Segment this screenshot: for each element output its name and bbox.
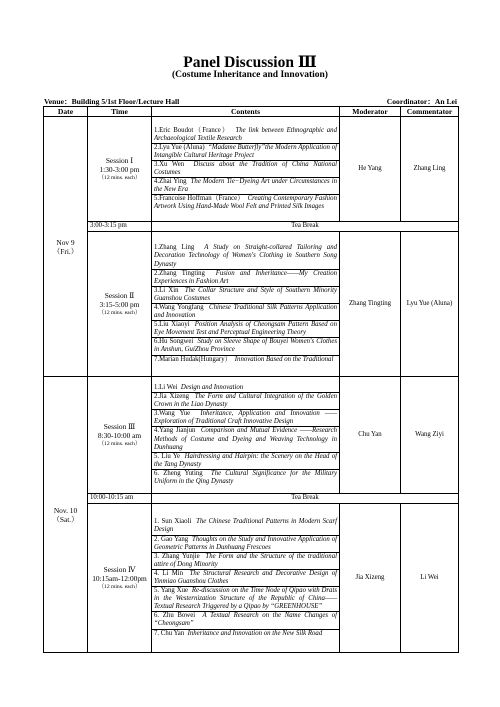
- presenter-name: 4.Zhai Ying: [154, 178, 187, 186]
- talk-title: The link between Ethnographic and Archaeological Textile Research: [154, 126, 337, 142]
- commentator-cell: Zhang Ling: [401, 117, 459, 222]
- list-item: [152, 452, 339, 469]
- column-header-moderator: Moderator: [340, 107, 401, 117]
- session-time: 8:30-10:00 am: [97, 431, 142, 440]
- presenter-name: 6. Zheng Yuting: [154, 469, 203, 477]
- session-contents: [152, 377, 340, 494]
- presenter-name: 7. Chu Yan: [154, 629, 185, 637]
- talk-title: Position Analysis of Cheongsam Pattern Based on Eye Movement Test and Perceptual Engineering Theory: [154, 321, 337, 337]
- presenter-name: 1.Li Wei: [154, 383, 178, 391]
- list-item: [152, 244, 339, 268]
- column-header-contents: Contents: [152, 107, 340, 117]
- presenter-name: 5. Liu Ye: [154, 452, 181, 460]
- break-time: 10:00-10:15 am: [88, 494, 152, 504]
- session-time: 3:15-5:00 pm: [99, 300, 140, 309]
- talk-title: The Cultural Significance for the Military Uniform in the Qing Dynasty: [154, 469, 337, 485]
- presenter-name: 2. Gao Yang: [154, 535, 189, 543]
- list-item: [152, 143, 339, 160]
- presenter-name: 3.Xu Wen: [154, 160, 185, 168]
- list-item: [152, 469, 339, 486]
- list-item: [152, 160, 339, 177]
- presenter-name: 4.Yang Jianjun: [154, 427, 196, 435]
- talk-title: Design and Innovation: [180, 383, 244, 391]
- list-item: [152, 320, 339, 337]
- talk-title: The Modern Tie−Dyeing Art under Circumstances in the New Era: [154, 178, 337, 194]
- list-item: [152, 552, 339, 569]
- date-cell-day2: [44, 377, 88, 653]
- list-item: [152, 426, 339, 451]
- coordinator-label: Coordinator：An Lei: [386, 97, 457, 106]
- table-row: [44, 117, 459, 222]
- list-item: [152, 569, 339, 586]
- list-item: [152, 586, 339, 611]
- talk-title: The Chinese Traditional Patterns in Modern Scarf Design: [154, 518, 338, 534]
- presenter-name: 3.Wang Yue: [154, 410, 191, 418]
- list-item: [152, 303, 339, 320]
- session-time: 10:15am-12:00pm: [92, 574, 147, 583]
- presenter-name: 5. Yang Xue: [154, 587, 189, 595]
- list-item: [152, 337, 339, 354]
- break-label: Tea Break: [152, 222, 459, 232]
- list-item: [152, 269, 339, 286]
- table-row: [44, 232, 459, 377]
- presenter-name: 4. Li Min: [154, 569, 184, 577]
- list-item: [152, 392, 339, 409]
- talk-title: A Study on Straight-collared Tailoring and Decoration Technology of Women's Clothing in Southern Song Dynasty: [154, 244, 337, 268]
- list-item: [152, 384, 339, 392]
- talk-title: “Madame Butterfly”the Modern Application of Intangible Cultural Heritage Project: [154, 143, 337, 159]
- talk-title: The Structural Research and Decorative Design of Yinmiao Guanshou Clothes: [154, 569, 337, 585]
- moderator-cell: Chu Yan: [340, 377, 401, 494]
- talk-title: Innovation Based on the Traditional: [234, 355, 334, 363]
- session-contents: [152, 504, 340, 653]
- session-contents: [152, 232, 340, 377]
- list-item: [152, 518, 339, 534]
- weekday-label: （Fri.）: [52, 246, 79, 256]
- presenter-name: 1. Sun Xiaoli: [154, 518, 192, 526]
- presenter-name: 2.Lyu Yue (Aluna): [154, 143, 205, 151]
- talk-title: Hairdressing and Hairpin: the Scenery on the Head of the Tang Dynasty: [154, 452, 337, 468]
- session-name: Session Ⅱ: [104, 291, 135, 300]
- talk-title: Creating Contemporary Fashion Artwork Using Hand-Made Wool Felt and Printed Silk Images: [154, 195, 337, 211]
- column-header-date: Date: [44, 107, 88, 117]
- list-item: [152, 286, 339, 303]
- session-duration: （12 mins. each）: [98, 584, 141, 590]
- moderator-cell: He Yang: [340, 117, 401, 222]
- page-title: Panel Discussion Ⅲ: [183, 54, 317, 71]
- session-name: Session Ⅲ: [103, 422, 136, 431]
- presenter-name: 1.Zhang Ling: [154, 244, 195, 252]
- talk-title: Inheritance, Application and Innovation —— Exploration of Traditional Craft Innovative Design: [154, 410, 337, 426]
- table-row: [44, 504, 459, 653]
- session-contents: [152, 117, 340, 222]
- date-label: Nov. 10: [53, 505, 78, 515]
- presenter-name: 5.Liu Xiaoyi: [154, 321, 190, 329]
- weekday-label: （Sat.）: [52, 514, 79, 524]
- commentator-cell: Lyu Yue (Aluna): [401, 232, 459, 377]
- presenter-name: 6. Zhu Bowei: [154, 612, 196, 620]
- list-item: [152, 355, 339, 364]
- list-item: [152, 611, 339, 628]
- table-header-row: [44, 107, 459, 117]
- break-time: 3:00-3:15 pm: [88, 222, 152, 232]
- session-name: Session Ⅰ: [105, 156, 134, 165]
- presenter-name: 7.Marian Hudak(Hungary）: [154, 355, 232, 363]
- list-item: [152, 177, 339, 194]
- talk-title: Study on Sleeve Shape of Bouyei Women's Clothes in Anshun, GuiZhou Province: [154, 338, 337, 354]
- break-label: Tea Break: [152, 494, 459, 504]
- talk-title: A Textual Research on the Name Changes of “Cheongsam”: [154, 612, 337, 628]
- break-row: [44, 494, 459, 504]
- list-item: [152, 535, 339, 552]
- talk-title: Fusion and Inheritance——My Creation Experiences in Fashion Art: [154, 269, 337, 285]
- column-header-time: Time: [88, 107, 152, 117]
- presenter-name: 6.Hu Songwei: [154, 338, 194, 346]
- venue-label: Venue：Building 5/1st Floor/Lecture Hall: [44, 97, 180, 106]
- table-row: [44, 377, 459, 494]
- session-duration: （12 mins. each）: [98, 310, 141, 316]
- list-item: [152, 194, 339, 211]
- session-cell: [88, 232, 152, 377]
- talk-title: Chinese Traditional Silk Patterns Application and Innovation: [154, 304, 337, 320]
- session-duration: （12 mins. each）: [98, 175, 141, 181]
- moderator-cell: Zhang Tingting: [340, 232, 401, 377]
- date-cell-day1: [44, 117, 88, 377]
- talk-title: The Form and the Structure of the traditional attire of Dong Minority: [154, 552, 337, 568]
- column-header-commentator: Commentator: [401, 107, 459, 117]
- presenter-name: 2.Zhang Tingting: [154, 269, 205, 277]
- presenter-name: 5.Francoise Hoffman（France）: [154, 195, 245, 203]
- session-name: Session Ⅳ: [103, 565, 136, 574]
- presenter-name: 1.Eric Boudot（France）: [154, 126, 230, 134]
- talk-title: Comparison and Mutual Evidence ——Research Methods of Costume and Dyeing and Weaving Technology in Dunhuang: [154, 427, 337, 451]
- presenter-name: 4.Wang Yongfang: [154, 304, 204, 311]
- talk-title: The Collar Structure and Style of Southern Minority Guanshou Costumes: [154, 286, 337, 302]
- session-cell: [88, 117, 152, 222]
- date-label: Nov 9: [56, 237, 75, 247]
- schedule-table: [43, 106, 459, 653]
- presenter-name: 3.Li Xin: [154, 286, 179, 294]
- session-duration: （12 mins. each）: [98, 441, 141, 447]
- page-subtitle: (Costume Inheritance and Innovation): [172, 70, 328, 80]
- talk-title: Discuss about the Tradition of China National Costumes: [154, 160, 337, 176]
- session-cell: [88, 377, 152, 494]
- session-time: 1:30-3:00 pm: [99, 165, 140, 174]
- commentator-cell: Wang Ziyi: [401, 377, 459, 494]
- talk-title: Re-discussion on the Time Node of Qipao with Drats in the Westernization Structure of the Republic of China——Textual Research Triggered by a Qipao by “GREENHOUSE”: [154, 587, 337, 611]
- talk-title: Inheritance and Innovation on the New Silk Road: [187, 629, 323, 637]
- session-cell: [88, 504, 152, 653]
- list-item: [152, 127, 339, 143]
- break-row: [44, 222, 459, 232]
- commentator-cell: Li Wei: [401, 504, 459, 653]
- talk-title: The Form and Cultural Integration of the Golden Crown in the Liao Dynasty: [154, 393, 337, 409]
- list-item: [152, 409, 339, 426]
- list-item: [152, 629, 339, 638]
- presenter-name: 2.Jia Xizeng: [154, 393, 190, 401]
- moderator-cell: Jia Xizeng: [340, 504, 401, 653]
- talk-title: Thoughts on the Study and Innovative Application of Geometric Patterns in Dunhuang Frescoes: [154, 535, 337, 551]
- presenter-name: 3. Zhang Yunjie: [154, 552, 200, 560]
